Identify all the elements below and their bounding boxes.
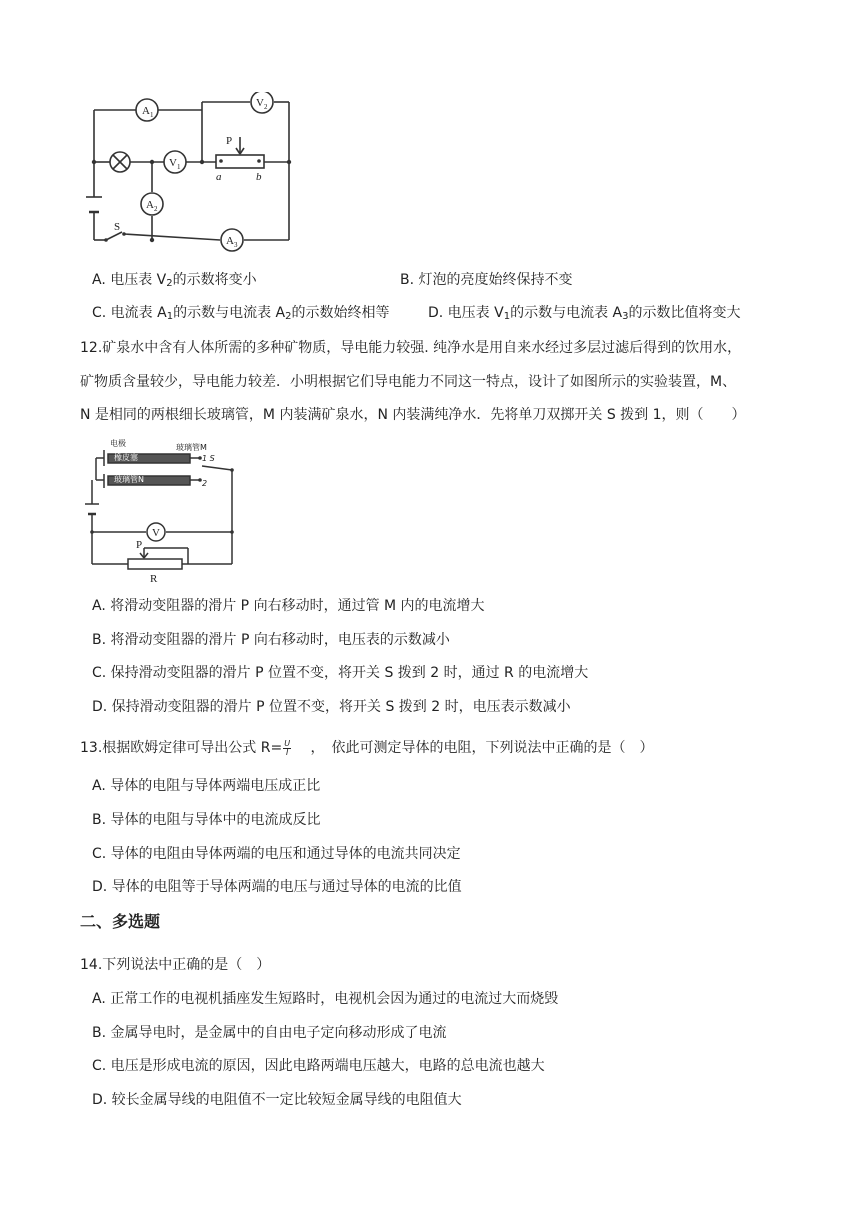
slider-p-label: P bbox=[136, 539, 143, 551]
terminal-a-label: a bbox=[216, 171, 222, 183]
ammeter-a3-label: $A_3$ bbox=[226, 235, 238, 249]
q14-option-a[interactable]: A. 正常工作的电视机插座发生短路时，电视机会因为通过的电流过大而烧毁 bbox=[92, 991, 559, 1007]
tube-m-label: 玻璃管M bbox=[176, 443, 207, 452]
section-title: 二、多选题 bbox=[80, 912, 161, 931]
q14-stem: 14.下列说法中正确的是（ ） bbox=[80, 957, 271, 973]
formula-fraction: $\frac{U}{I}$ bbox=[284, 738, 291, 757]
electrode-label: 电极 bbox=[110, 439, 126, 448]
q13-stem: 13.根据欧姆定律可导出公式 R= $\frac{U}{I}$ ， 依此可测定导体的电阻，下列说法中正确的是（ ） bbox=[80, 738, 654, 757]
tube-n-label: 玻璃管N bbox=[114, 475, 144, 484]
q12-option-a[interactable]: A. 将滑动变阻器的滑片 P 向右移动时，通过管 M 内的电流增大 bbox=[92, 598, 485, 614]
q12-option-b[interactable]: B. 将滑动变阻器的滑片 P 向右移动时，电压表的示数减小 bbox=[92, 632, 450, 648]
slider-p-label: P bbox=[226, 135, 233, 147]
q11-option-b[interactable]: B. 灯泡的亮度始终保持不变 bbox=[400, 272, 573, 288]
q14-option-b[interactable]: B. 金属导电时，是金属中的自由电子定向移动形成了电流 bbox=[92, 1025, 447, 1041]
q11-option-d[interactable]: D. 电压表 $V_1$的示数与电流表 $A_3$的示数比值将变大 bbox=[428, 305, 741, 322]
q12-stem-line3: N 是相同的两根细长玻璃管，M 内装满矿泉水，N 内装满纯净水．先将单刀双掷开关 S 拨到 1，则（ ） bbox=[80, 407, 746, 423]
q12-option-d[interactable]: D. 保持滑动变阻器的滑片 P 位置不变，将开关 S 拨到 2 时，电压表示数减小 bbox=[92, 699, 571, 715]
switch-s-label: S bbox=[114, 221, 121, 233]
q12-stem-line1: 12.矿泉水中含有人体所需的多种矿物质，导电能力较强. 纯净水是用自来水经过多层过滤后得到的饮用水， bbox=[80, 340, 742, 356]
voltmeter-label: V bbox=[152, 527, 160, 539]
ammeter-a2-label: $A_2$ bbox=[146, 199, 158, 213]
q11-option-c[interactable]: C. 电流表 $A_1$的示数与电流表 $A_2$的示数始终相等 bbox=[92, 305, 390, 322]
switch-pos2-label: 2 bbox=[202, 479, 208, 488]
voltmeter-v1-label: $V_1$ bbox=[169, 157, 181, 171]
q13-option-d[interactable]: D. 导体的电阻等于导体两端的电压与通过导体的电流的比值 bbox=[92, 879, 462, 895]
resistor-r-label: R bbox=[150, 573, 158, 584]
q12-apparatus-diagram bbox=[84, 436, 240, 584]
plug-label: 橡皮塞 bbox=[114, 453, 138, 462]
q13-option-a[interactable]: A. 导体的电阻与导体两端电压成正比 bbox=[92, 778, 321, 794]
q12-option-c[interactable]: C. 保持滑动变阻器的滑片 P 位置不变，将开关 S 拨到 2 时，通过 R 的电流增大 bbox=[92, 665, 589, 681]
q13-option-b[interactable]: B. 导体的电阻与导体中的电流成反比 bbox=[92, 812, 321, 828]
switch-pos1-label: 1 S bbox=[202, 454, 215, 463]
voltmeter-v2-label: $V_2$ bbox=[256, 97, 268, 111]
ammeter-a1-label: $A_1$ bbox=[142, 105, 154, 119]
terminal-b-label: b bbox=[256, 171, 262, 183]
q11-circuit-diagram bbox=[84, 92, 296, 252]
q14-option-c[interactable]: C. 电压是形成电流的原因，因此电路两端电压越大，电路的总电流也越大 bbox=[92, 1058, 545, 1074]
q13-option-c[interactable]: C. 导体的电阻由导体两端的电压和通过导体的电流共同决定 bbox=[92, 846, 461, 862]
q12-stem-line2: 矿物质含量较少，导电能力较差．小明根据它们导电能力不同这一特点，设计了如图所示的实验装置，M、 bbox=[80, 374, 737, 390]
q14-option-d[interactable]: D. 较长金属导线的电阻值不一定比较短金属导线的电阻值大 bbox=[92, 1092, 462, 1108]
q11-option-a[interactable]: A. 电压表 $V_2$的示数将变小 bbox=[92, 272, 257, 289]
